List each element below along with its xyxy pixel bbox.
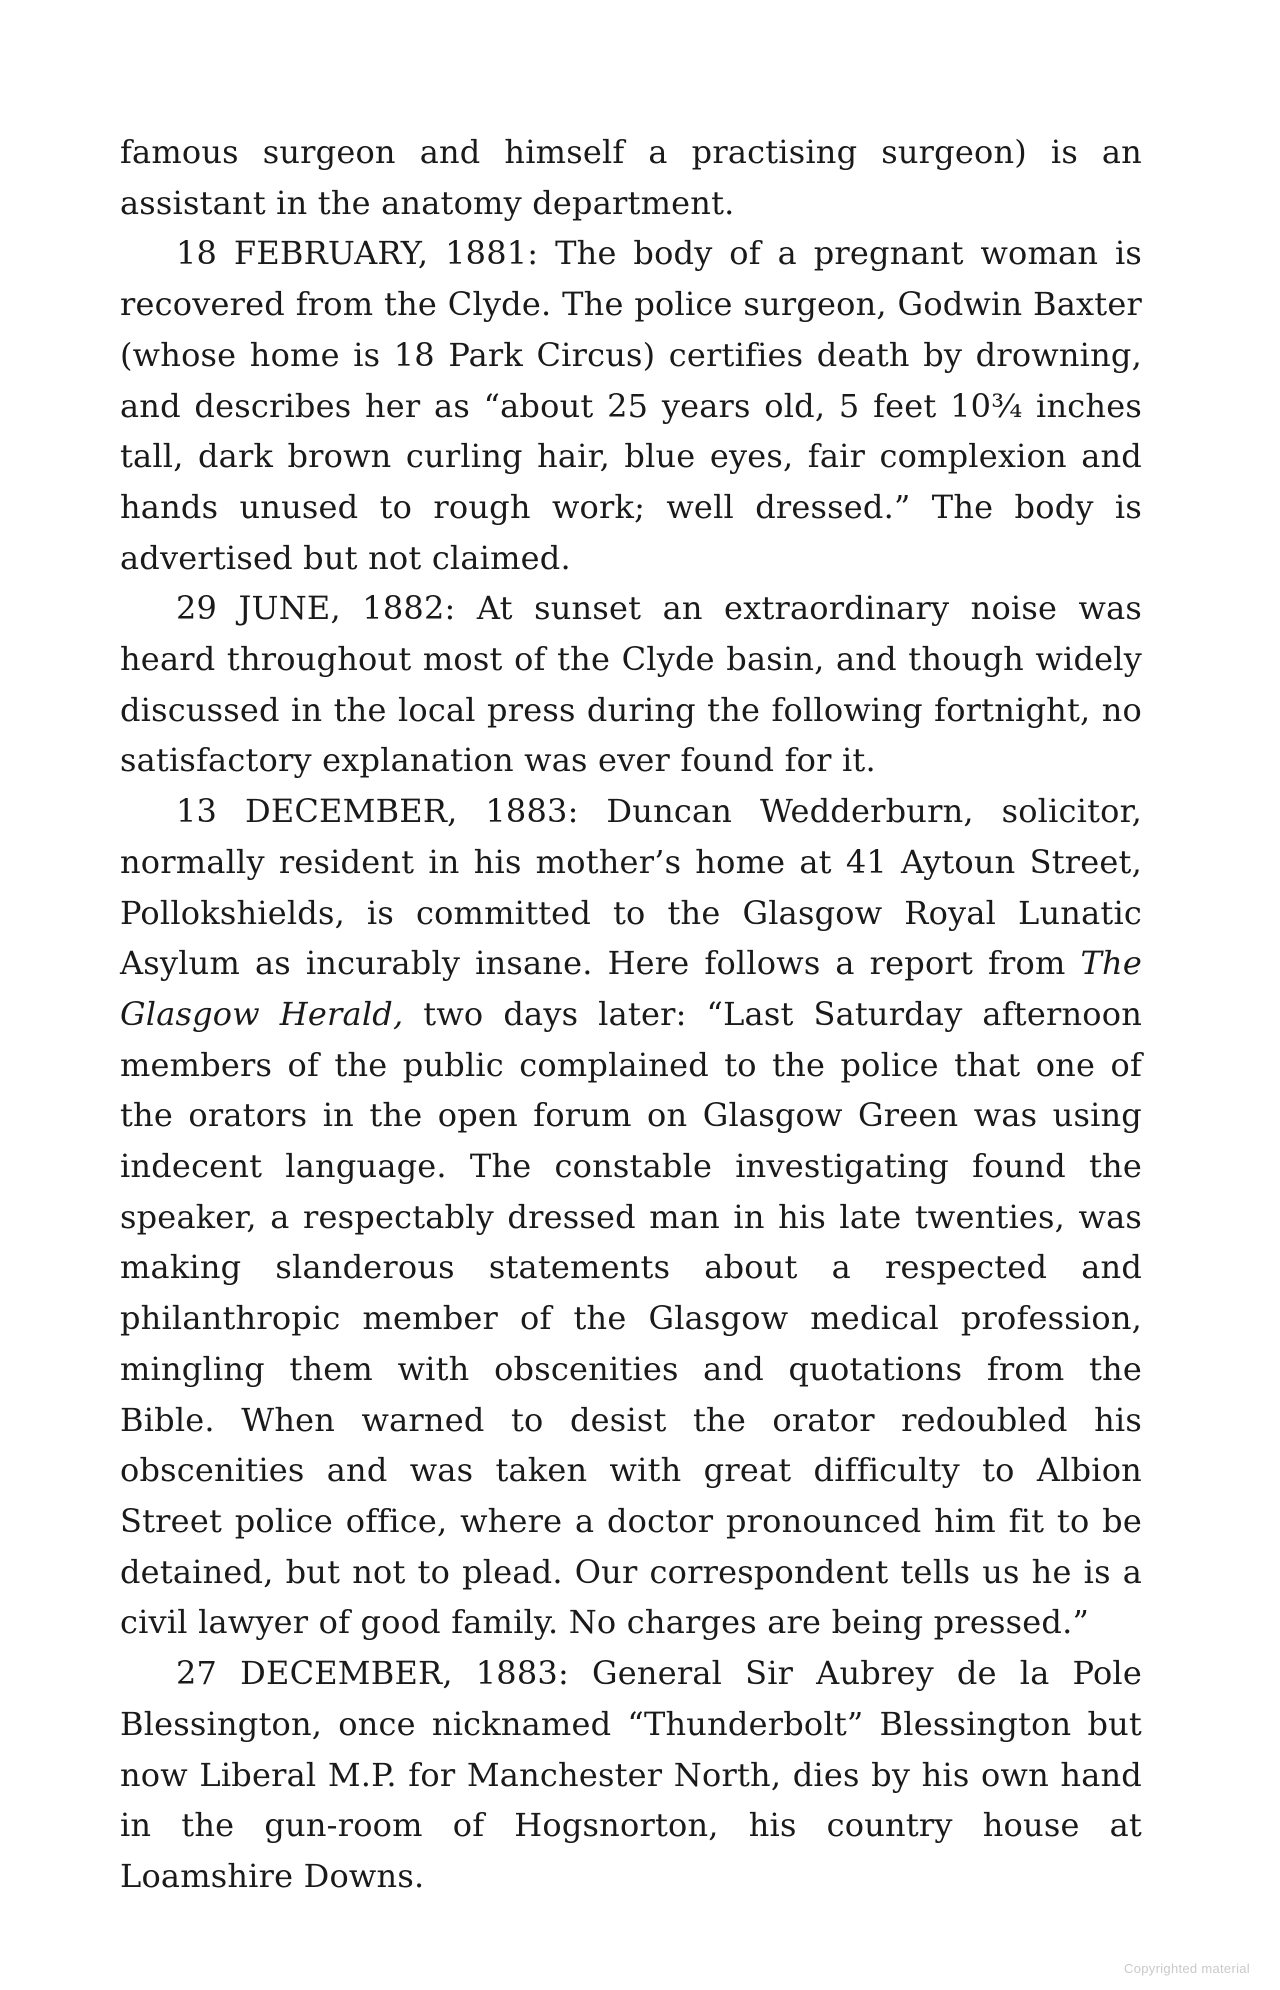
paragraph-text-part: 13 DECEMBER, 1883: Duncan Wedderburn, solicitor, normally resident in his mother’s home at 41 Aytoun Street, Pollokshields, is committed to the Glasgow Royal Lunatic Asylum as incurably insane. Here follows a report from — [120, 792, 1142, 983]
paragraph-1882-june: 29 JUNE, 1882: At sunset an extraordinary noise was heard throughout most of the Clyde basin, and though widely discussed in the local press during the following fortnight, no satisfactory explanation was ever found for it. — [120, 589, 1142, 780]
newspaper-title: The Glasgow Herald, — [120, 944, 1142, 1033]
body-text — [120, 127, 1142, 1902]
paragraph-text-part: two days later: “Last Saturday afternoon members of the public complained to the police that one of the orators in the open forum on Glasgow Green was using indecent language. The constable investigating found the speaker, a respectably dressed man in his late twenties, was making slanderous statements about a respected and philanthropic member of the Glasgow medical profession, mingling them with obscenities and quotations from the Bible. When warned to desist the orator redoubled his obscenities and was taken with great difficulty to Albion Street police office, where a doctor pronounced him fit to be detained, but not to plead. Our correspondent tells us he is a civil lawyer of good family. No charges are being pressed.” — [120, 994, 1142, 1642]
paragraph-1883-december-13 — [120, 786, 1142, 1648]
copyright-watermark: Copyrighted material — [1124, 1961, 1250, 1976]
paragraph-1883-december-27: 27 DECEMBER, 1883: General Sir Aubrey de la Pole Blessington, once nicknamed “Thunderbolt” Blessington but now Liberal M.P. for Manchester North, dies by his own hand in the gun-room of Hogsnorton, his country house at Loamshire Downs. — [120, 1654, 1142, 1895]
paragraph-continuation: famous surgeon and himself a practising surgeon) is an assistant in the anatomy department. — [120, 133, 1142, 222]
paragraph-1881-february: 18 FEBRUARY, 1881: The body of a pregnant woman is recovered from the Clyde. The police surgeon, Godwin Baxter (whose home is 18 Park Circus) certifies death by drowning, and describes her as “about 25 years old, 5 feet 10¾ inches tall, dark brown curling hair, blue eyes, fair complexion and hands unused to rough work; well dressed.” The body is advertised but not claimed. — [120, 234, 1142, 577]
